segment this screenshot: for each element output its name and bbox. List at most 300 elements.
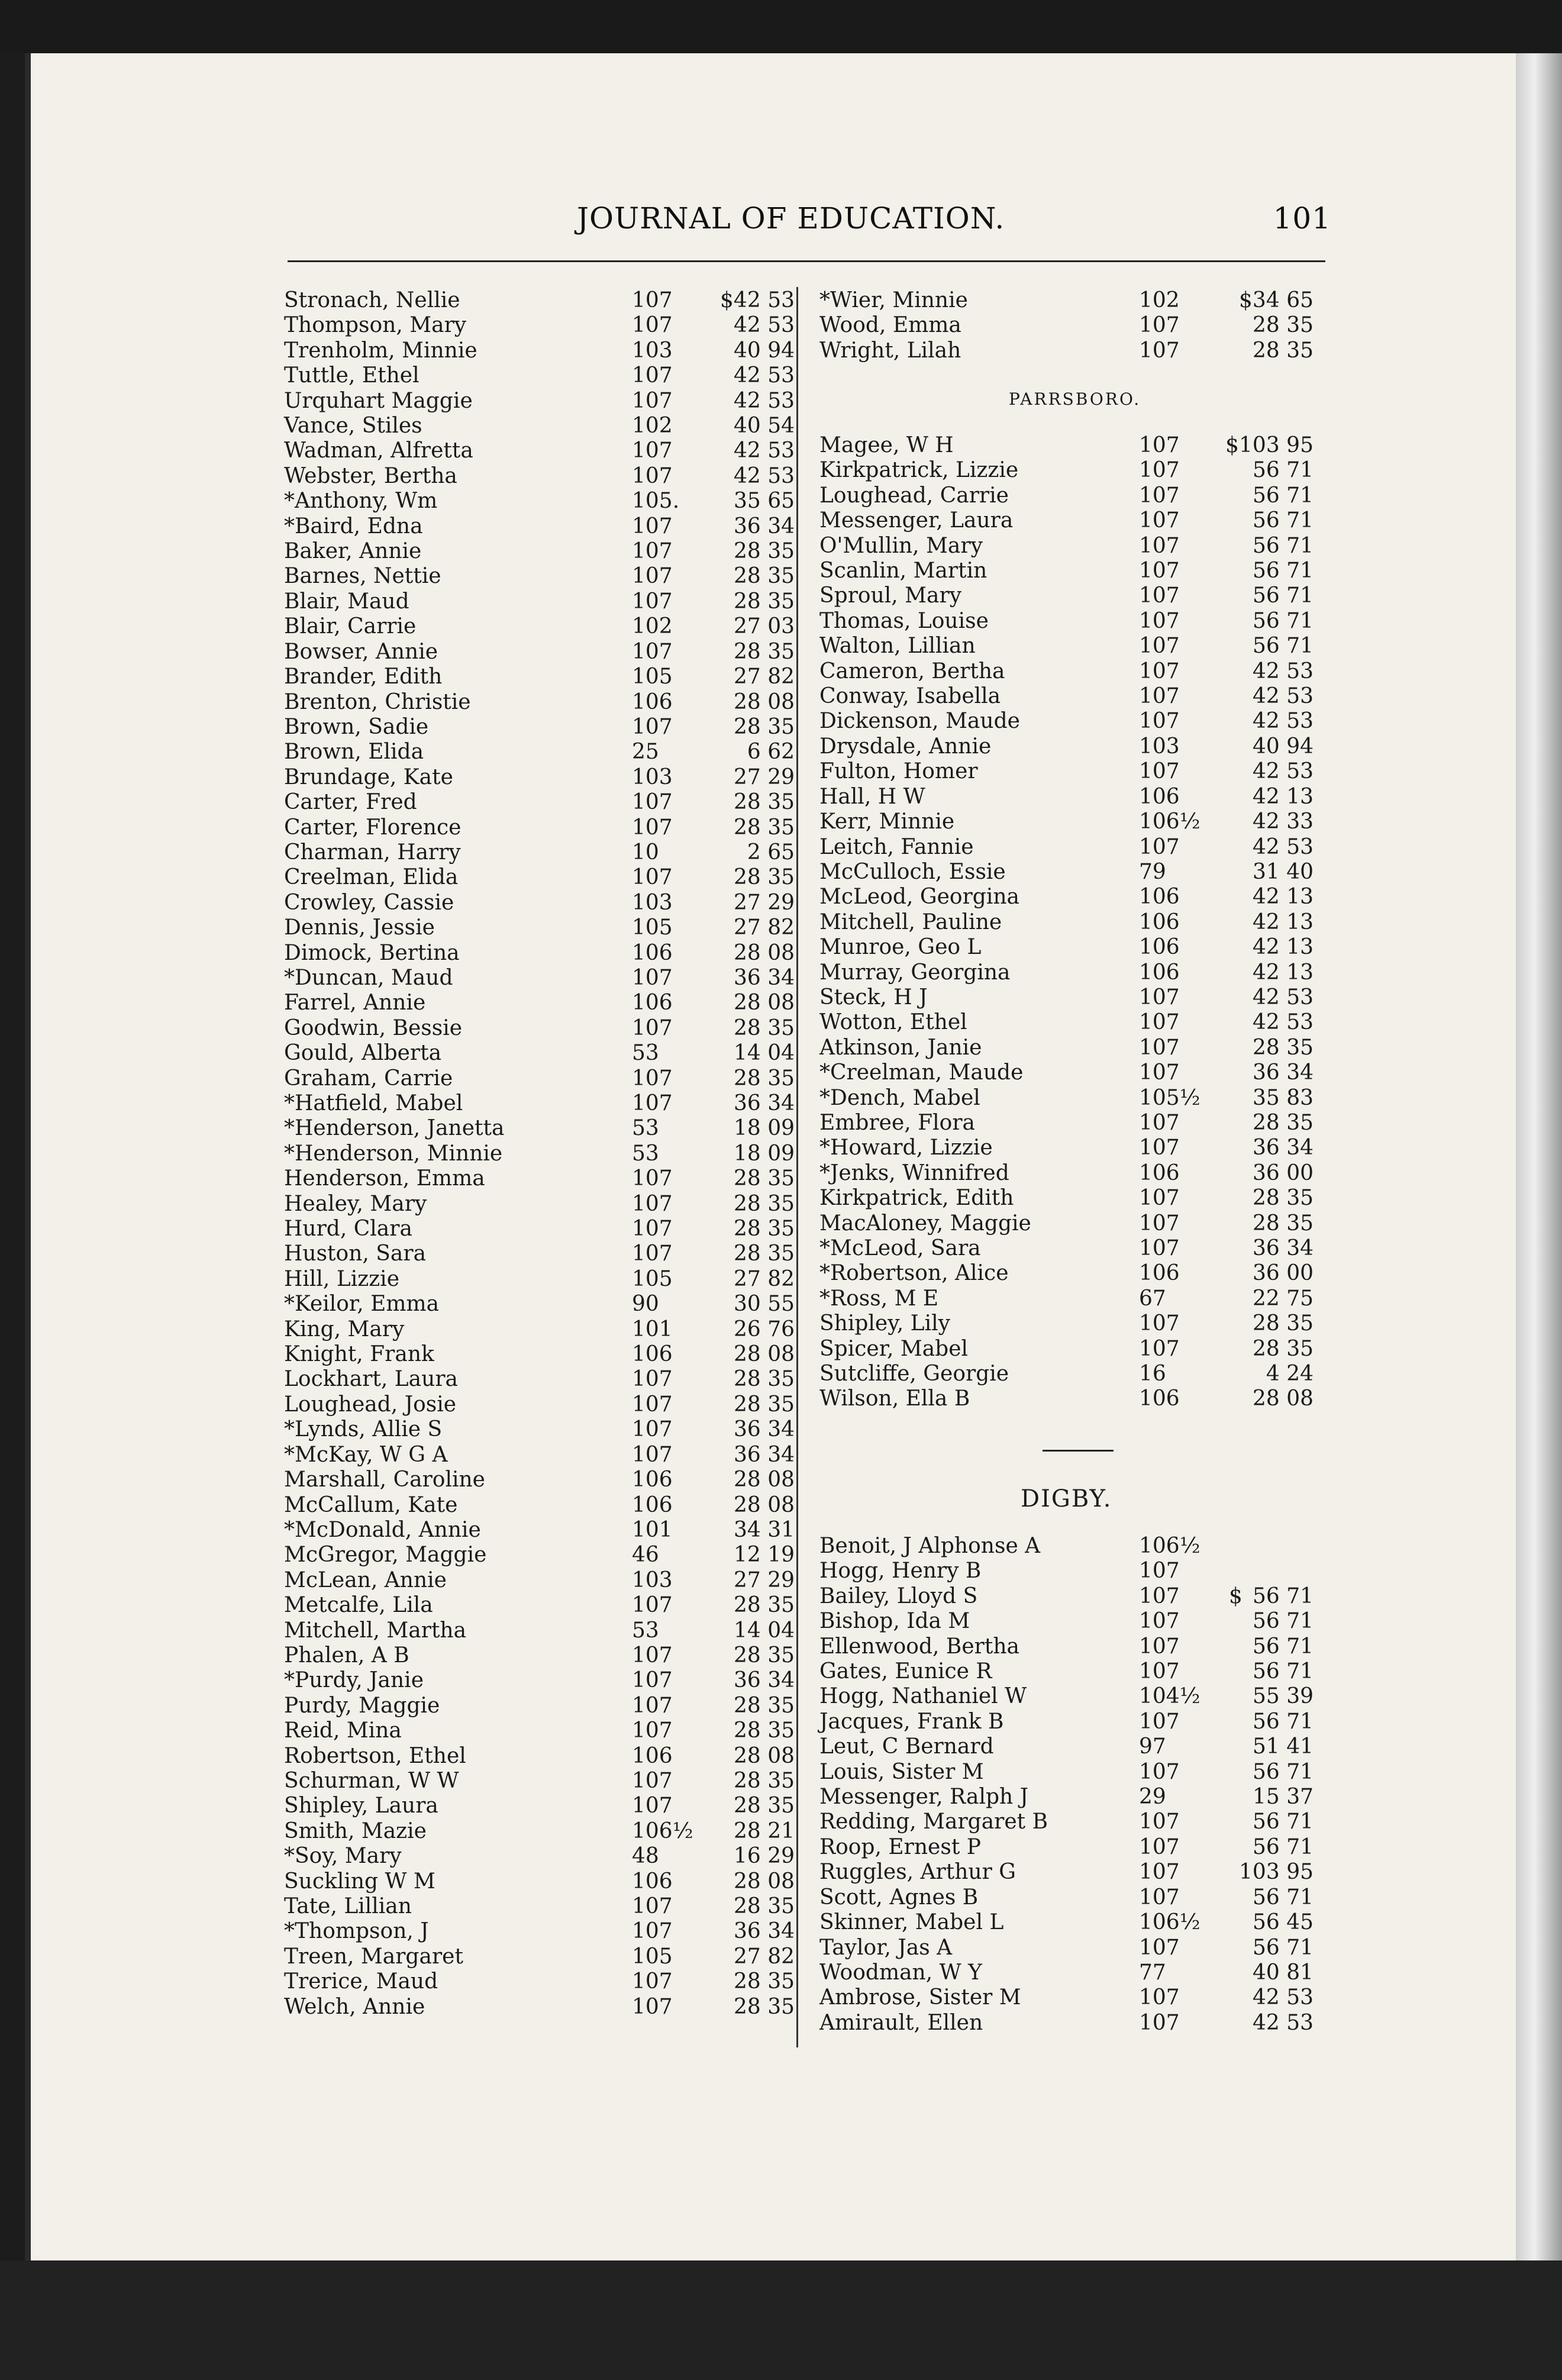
entry-days: 107 bbox=[1139, 1810, 1180, 1834]
entry-amount-cell bbox=[706, 1518, 795, 1543]
table-row bbox=[819, 810, 1314, 834]
right-top-table bbox=[819, 288, 1314, 363]
entry-name: Welch, Annie bbox=[284, 1994, 425, 2019]
entry-name: MacAloney, Maggie bbox=[819, 1211, 1031, 1236]
entry-amount-cell bbox=[706, 1317, 795, 1342]
entry-amount: 28 35 bbox=[733, 1768, 795, 1793]
entry-amount-cell bbox=[706, 690, 795, 715]
entry-name: Wotton, Ethel bbox=[819, 1010, 967, 1035]
entry-amount-cell bbox=[706, 715, 795, 740]
entry-days: 53 bbox=[632, 1618, 659, 1643]
entry-name: Farrel, Annie bbox=[284, 991, 426, 1015]
table-row bbox=[819, 1261, 1314, 1286]
entry-amount: 28 35 bbox=[733, 1593, 795, 1618]
entry-amount: 56 71 bbox=[1252, 1634, 1314, 1659]
entry-amount-cell bbox=[1204, 835, 1314, 860]
table-row bbox=[819, 583, 1314, 608]
entry-amount: 6 62 bbox=[747, 740, 795, 765]
entry-name: *Anthony, Wm bbox=[284, 489, 438, 514]
entry-days: 107 bbox=[1139, 659, 1180, 683]
entry-amount: 27 82 bbox=[733, 1944, 795, 1969]
entry-days: 107 bbox=[1139, 759, 1180, 784]
entry-amount: 28 08 bbox=[733, 940, 795, 965]
entry-amount-cell bbox=[1204, 1659, 1314, 1684]
entry-amount: 56 71 bbox=[1252, 1709, 1314, 1734]
entry-amount-cell bbox=[1204, 1559, 1314, 1584]
entry-name: Huston, Sara bbox=[284, 1241, 427, 1266]
entry-name: Dennis, Jessie bbox=[284, 915, 435, 940]
entry-days: 107 bbox=[632, 539, 673, 564]
digby-table bbox=[819, 1534, 1314, 2036]
entry-amount-cell bbox=[706, 1894, 795, 1919]
table-row bbox=[284, 1995, 795, 2020]
entry-amount: 30 55 bbox=[733, 1292, 795, 1317]
table-row bbox=[284, 288, 795, 313]
entry-days: 103 bbox=[632, 1568, 673, 1592]
entry-amount-cell bbox=[706, 1694, 795, 1718]
entry-name: Gould, Alberta bbox=[284, 1041, 442, 1066]
entry-amount: 56 71 bbox=[1252, 458, 1314, 483]
entry-days: 107 bbox=[1139, 1709, 1180, 1734]
entry-name: Louis, Sister M bbox=[819, 1759, 984, 1784]
entry-days: 106 bbox=[1139, 1386, 1180, 1411]
entry-days: 107 bbox=[632, 1166, 673, 1191]
entry-days: 107 bbox=[1139, 1559, 1180, 1584]
table-row bbox=[819, 1559, 1314, 1584]
entry-days: 106 bbox=[632, 1743, 673, 1768]
entry-amount: 2 65 bbox=[747, 840, 795, 865]
table-row bbox=[284, 1543, 795, 1568]
entry-amount-cell bbox=[706, 614, 795, 639]
entry-days: 101 bbox=[632, 1517, 673, 1542]
table-row bbox=[819, 1286, 1314, 1311]
entry-name: *Ross, M E bbox=[819, 1286, 939, 1311]
entry-amount: 56 71 bbox=[1252, 559, 1314, 583]
entry-amount-cell bbox=[1204, 559, 1314, 583]
entry-name: McCulloch, Essie bbox=[819, 859, 1006, 884]
entry-name: Hill, Lizzie bbox=[284, 1266, 399, 1291]
entry-days: 107 bbox=[632, 514, 673, 538]
entry-amount: 28 35 bbox=[733, 1066, 795, 1091]
entry-name: Brundage, Kate bbox=[284, 765, 453, 789]
entry-days: 107 bbox=[1139, 1186, 1180, 1211]
entry-amount: 42 13 bbox=[1252, 885, 1314, 910]
table-row bbox=[819, 1534, 1314, 1559]
entry-amount: 28 35 bbox=[733, 1217, 795, 1241]
table-row bbox=[819, 1985, 1314, 2010]
entry-amount-cell bbox=[706, 1468, 795, 1492]
entry-days: 101 bbox=[632, 1317, 673, 1341]
entry-days: 107 bbox=[1139, 1136, 1180, 1160]
entry-name: Bishop, Ida M bbox=[819, 1609, 970, 1634]
entry-days: 67 bbox=[1139, 1286, 1166, 1311]
entry-amount-cell bbox=[706, 1643, 795, 1668]
entry-amount-cell bbox=[1204, 684, 1314, 709]
table-row bbox=[819, 508, 1314, 533]
entry-amount: 42 53 bbox=[733, 313, 795, 338]
table-row bbox=[819, 935, 1314, 960]
entry-amount: $42 53 bbox=[720, 288, 795, 312]
entry-name: Baker, Annie bbox=[284, 539, 422, 564]
entry-name: Dickenson, Maude bbox=[819, 709, 1020, 734]
entry-amount-cell bbox=[1204, 985, 1314, 1010]
table-row bbox=[284, 665, 795, 689]
entry-amount: 27 29 bbox=[733, 1568, 795, 1592]
entry-name: Hall, H W bbox=[819, 784, 925, 809]
entry-amount-cell bbox=[706, 915, 795, 940]
entry-name: Healey, Mary bbox=[284, 1191, 427, 1216]
table-row bbox=[819, 910, 1314, 935]
entry-amount-cell bbox=[706, 1267, 795, 1292]
table-row bbox=[819, 1609, 1314, 1634]
table-row bbox=[284, 1694, 795, 1718]
table-row bbox=[284, 539, 795, 564]
entry-amount-cell bbox=[1204, 1684, 1314, 1709]
entry-amount: 42 33 bbox=[1252, 810, 1314, 834]
column-divider bbox=[796, 287, 798, 2047]
entry-amount: 42 53 bbox=[1252, 1010, 1314, 1035]
entry-name: *Wier, Minnie bbox=[819, 288, 968, 312]
entry-name: Purdy, Maggie bbox=[284, 1693, 440, 1718]
entry-amount-cell bbox=[706, 1618, 795, 1643]
entry-amount: 28 35 bbox=[733, 1367, 795, 1392]
entry-amount: 28 35 bbox=[1252, 1110, 1314, 1135]
table-row bbox=[284, 1342, 795, 1367]
entry-days: 107 bbox=[1139, 1584, 1180, 1608]
entry-amount: 56 71 bbox=[1252, 508, 1314, 533]
entry-name: Mitchell, Martha bbox=[284, 1618, 467, 1643]
table-row bbox=[819, 1086, 1314, 1111]
entry-days: 103 bbox=[632, 338, 673, 363]
entry-amount-cell bbox=[1204, 860, 1314, 885]
entry-name: Wilson, Ella B bbox=[819, 1386, 970, 1411]
entry-amount: 27 82 bbox=[733, 915, 795, 940]
entry-amount-cell bbox=[1204, 960, 1314, 985]
entry-amount: 18 09 bbox=[733, 1141, 795, 1166]
entry-amount-cell bbox=[706, 1066, 795, 1091]
entry-amount-cell bbox=[1204, 1760, 1314, 1785]
entry-name: Walton, Lillian bbox=[819, 634, 976, 659]
entry-days: 107 bbox=[1139, 338, 1180, 363]
entry-amount: 56 71 bbox=[1252, 1609, 1314, 1634]
table-row bbox=[284, 891, 795, 915]
entry-amount: 36 34 bbox=[733, 1668, 795, 1693]
entry-amount: $103 95 bbox=[1225, 433, 1314, 457]
entry-days: 53 bbox=[632, 1141, 659, 1166]
entry-name: Reid, Mina bbox=[284, 1718, 402, 1743]
entry-amount: 28 35 bbox=[733, 1241, 795, 1266]
entry-days: 107 bbox=[632, 388, 673, 413]
entry-days: 106 bbox=[1139, 935, 1180, 960]
entry-amount: 42 53 bbox=[733, 463, 795, 488]
entry-name: O'Mullin, Mary bbox=[819, 533, 983, 558]
entry-days: 106½ bbox=[1139, 1910, 1200, 1935]
entry-days: 97 bbox=[1139, 1734, 1166, 1759]
entry-name: Crowley, Cassie bbox=[284, 890, 454, 915]
entry-name: Drysdale, Annie bbox=[819, 734, 992, 759]
entry-amount-cell bbox=[706, 514, 795, 539]
entry-amount: 28 35 bbox=[1252, 338, 1314, 363]
table-row bbox=[819, 1860, 1314, 1885]
entry-amount: 28 35 bbox=[733, 1166, 795, 1191]
entry-name: Messenger, Laura bbox=[819, 508, 1014, 533]
entry-amount-cell bbox=[706, 1241, 795, 1266]
running-header bbox=[577, 201, 1331, 237]
entry-name: Hogg, Henry B bbox=[819, 1559, 982, 1584]
entry-amount: 56 71 bbox=[1252, 1759, 1314, 1784]
entry-amount-cell bbox=[706, 1443, 795, 1468]
table-row bbox=[819, 659, 1314, 684]
entry-name: Gates, Eunice R bbox=[819, 1659, 992, 1684]
table-row bbox=[284, 1041, 795, 1066]
entry-amount: 40 81 bbox=[1252, 1960, 1314, 1985]
entry-name: Suckling W M bbox=[284, 1869, 435, 1894]
entry-amount: 14 04 bbox=[733, 1041, 795, 1066]
entry-amount-cell bbox=[1204, 1186, 1314, 1211]
entry-amount: 28 35 bbox=[733, 589, 795, 614]
table-row bbox=[284, 1141, 795, 1166]
entry-days: 107 bbox=[1139, 1659, 1180, 1684]
table-row bbox=[284, 790, 795, 815]
entry-name: Munroe, Geo L bbox=[819, 935, 982, 960]
table-row bbox=[284, 514, 795, 539]
table-row bbox=[284, 941, 795, 966]
entry-days: 107 bbox=[632, 1593, 673, 1618]
entry-amount: 26 76 bbox=[733, 1317, 795, 1341]
entry-amount-cell bbox=[1204, 534, 1314, 559]
entry-days: 107 bbox=[1139, 1311, 1180, 1336]
entry-amount-cell bbox=[1204, 1885, 1314, 1910]
entry-amount-cell bbox=[706, 539, 795, 564]
entry-name: *Lynds, Allie S bbox=[284, 1417, 443, 1442]
entry-amount-cell bbox=[706, 1493, 795, 1518]
entry-amount-cell bbox=[706, 1944, 795, 1969]
entry-amount: 36 34 bbox=[1252, 1236, 1314, 1260]
entry-name: Trerice, Maud bbox=[284, 1969, 438, 1994]
entry-amount: 36 00 bbox=[1252, 1160, 1314, 1185]
table-row bbox=[819, 483, 1314, 508]
entry-days: 106 bbox=[632, 991, 673, 1015]
entry-amount-cell bbox=[706, 1718, 795, 1743]
entry-amount: 56 71 bbox=[1252, 1584, 1314, 1608]
table-row bbox=[284, 1618, 795, 1643]
entry-amount: 27 03 bbox=[733, 614, 795, 639]
table-row bbox=[819, 433, 1314, 458]
entry-days: 79 bbox=[1139, 859, 1166, 884]
entry-days: 107 bbox=[632, 1442, 673, 1467]
table-row bbox=[284, 389, 795, 414]
entry-days: 107 bbox=[632, 1392, 673, 1417]
entry-amount: 28 35 bbox=[1252, 313, 1314, 338]
entry-name: *Purdy, Janie bbox=[284, 1668, 424, 1693]
entry-days: 106 bbox=[632, 689, 673, 714]
entry-amount-cell bbox=[706, 991, 795, 1015]
entry-amount-cell bbox=[1204, 634, 1314, 659]
entry-days: 77 bbox=[1139, 1960, 1166, 1985]
table-row bbox=[284, 1894, 795, 1919]
table-row bbox=[284, 1593, 795, 1618]
entry-amount-cell bbox=[1204, 1534, 1314, 1559]
entry-amount-cell bbox=[1204, 885, 1314, 910]
entry-amount: 28 35 bbox=[733, 1969, 795, 1994]
entry-amount: 28 35 bbox=[733, 1392, 795, 1417]
entry-name: Henderson, Emma bbox=[284, 1166, 485, 1191]
entry-amount-cell bbox=[1204, 1136, 1314, 1160]
table-row bbox=[284, 338, 795, 363]
entry-days: 107 bbox=[1139, 1935, 1180, 1960]
entry-amount: 16 29 bbox=[733, 1844, 795, 1869]
entry-amount: 28 35 bbox=[733, 1693, 795, 1718]
entry-amount: 36 34 bbox=[733, 1417, 795, 1442]
entry-name: Ruggles, Arthur G bbox=[819, 1860, 1016, 1885]
entry-amount-cell bbox=[1204, 1609, 1314, 1634]
entry-amount-cell bbox=[1204, 1860, 1314, 1885]
entry-name: *McDonald, Annie bbox=[284, 1517, 481, 1542]
entry-name: *Robertson, Alice bbox=[819, 1261, 1009, 1286]
table-row bbox=[819, 1236, 1314, 1261]
entry-amount: 56 71 bbox=[1252, 1659, 1314, 1684]
entry-days: 105. bbox=[632, 489, 680, 514]
entry-amount-cell bbox=[1204, 1810, 1314, 1834]
entry-amount-cell bbox=[1204, 313, 1314, 338]
entry-amount: 40 54 bbox=[733, 414, 795, 438]
entry-days: 107 bbox=[1139, 834, 1180, 859]
entry-amount-cell bbox=[706, 1417, 795, 1442]
entry-amount-cell bbox=[1204, 1960, 1314, 1985]
entry-amount-cell bbox=[1204, 810, 1314, 834]
entry-days: 53 bbox=[632, 1116, 659, 1141]
entry-amount: 56 71 bbox=[1252, 533, 1314, 558]
entry-days: 107 bbox=[632, 438, 673, 463]
entry-name: Taylor, Jas A bbox=[819, 1935, 953, 1960]
entry-amount: 36 34 bbox=[733, 1919, 795, 1944]
entry-name: *Creelman, Maude bbox=[819, 1060, 1024, 1085]
entry-days: 107 bbox=[1139, 1885, 1180, 1910]
table-row bbox=[284, 1468, 795, 1492]
entry-amount: 42 53 bbox=[1252, 759, 1314, 784]
table-row bbox=[819, 1810, 1314, 1834]
entry-amount-cell bbox=[1204, 1785, 1314, 1810]
entry-days: 107 bbox=[1139, 433, 1180, 457]
entry-amount-cell bbox=[1204, 935, 1314, 960]
entry-days: 107 bbox=[632, 865, 673, 890]
table-row bbox=[819, 458, 1314, 483]
table-row bbox=[284, 1869, 795, 1894]
entry-name: Hurd, Clara bbox=[284, 1217, 412, 1241]
entry-amount: 28 08 bbox=[733, 689, 795, 714]
entry-name: Goodwin, Bessie bbox=[284, 1015, 463, 1040]
entry-days: 16 bbox=[1139, 1362, 1166, 1386]
entry-days: 107 bbox=[1139, 1110, 1180, 1135]
entry-amount-cell bbox=[706, 941, 795, 966]
entry-days: 107 bbox=[632, 564, 673, 589]
entry-amount: 22 75 bbox=[1252, 1286, 1314, 1311]
entry-days: 107 bbox=[632, 1994, 673, 2019]
entry-amount: 28 08 bbox=[733, 1743, 795, 1768]
entry-name: Marshall, Caroline bbox=[284, 1468, 485, 1492]
entry-days: 107 bbox=[632, 463, 673, 488]
entry-name: *Baird, Edna bbox=[284, 514, 423, 538]
entry-amount: 28 35 bbox=[1252, 1035, 1314, 1060]
entry-days: 107 bbox=[632, 589, 673, 614]
entry-name: Trenholm, Minnie bbox=[284, 338, 477, 363]
entry-days: 10 bbox=[632, 840, 659, 865]
entry-amount: 42 53 bbox=[1252, 834, 1314, 859]
entry-name: Atkinson, Janie bbox=[819, 1035, 982, 1060]
table-row bbox=[284, 589, 795, 614]
entry-days: 107 bbox=[632, 313, 673, 338]
entry-amount: 42 13 bbox=[1252, 960, 1314, 985]
table-row bbox=[819, 1584, 1314, 1609]
entry-amount: 28 35 bbox=[733, 865, 795, 890]
table-row bbox=[284, 414, 795, 438]
entry-days: 107 bbox=[1139, 458, 1180, 483]
entry-amount-cell bbox=[706, 1091, 795, 1116]
entry-amount-cell bbox=[1204, 1584, 1314, 1609]
entry-name: Tate, Lillian bbox=[284, 1894, 412, 1918]
entry-days: 107 bbox=[1139, 2010, 1180, 2035]
left-column-table bbox=[284, 288, 795, 2020]
entry-amount-cell bbox=[706, 1166, 795, 1191]
entry-days: 107 bbox=[1139, 1860, 1180, 1885]
table-row bbox=[284, 464, 795, 489]
entry-days: 107 bbox=[1139, 608, 1180, 633]
table-row bbox=[819, 1111, 1314, 1136]
table-row bbox=[284, 1944, 795, 1969]
entry-amount-cell bbox=[706, 1568, 795, 1593]
entry-amount: 56 71 bbox=[1252, 1810, 1314, 1834]
table-row bbox=[819, 1734, 1314, 1759]
entry-name: Blair, Carrie bbox=[284, 614, 417, 639]
entry-days: 106 bbox=[632, 1869, 673, 1894]
table-row bbox=[819, 860, 1314, 885]
entry-amount: 36 34 bbox=[733, 514, 795, 538]
digby-heading: DIGBY. bbox=[1021, 1485, 1112, 1513]
table-row bbox=[819, 1760, 1314, 1785]
entry-name: Brenton, Christie bbox=[284, 689, 471, 714]
entry-amount: 28 08 bbox=[733, 1869, 795, 1894]
entry-amount-cell bbox=[1204, 1311, 1314, 1336]
entry-amount: 27 29 bbox=[733, 890, 795, 915]
entry-days: 107 bbox=[632, 1693, 673, 1718]
entry-days: 105 bbox=[632, 915, 673, 940]
table-row bbox=[819, 1311, 1314, 1336]
table-row bbox=[819, 338, 1314, 363]
entry-amount-cell bbox=[1204, 1337, 1314, 1362]
entry-amount: 4 24 bbox=[1266, 1362, 1314, 1386]
entry-name: Spicer, Mabel bbox=[819, 1336, 969, 1361]
entry-name: *McKay, W G A bbox=[284, 1442, 448, 1467]
table-row bbox=[284, 865, 795, 890]
entry-days: 107 bbox=[1139, 483, 1180, 508]
entry-amount-cell bbox=[706, 1217, 795, 1241]
entry-amount-cell bbox=[706, 1995, 795, 2020]
entry-amount-cell bbox=[1204, 1036, 1314, 1060]
entry-amount: 28 35 bbox=[733, 1015, 795, 1040]
entry-days: 106 bbox=[1139, 1261, 1180, 1286]
entry-amount: 28 35 bbox=[733, 1718, 795, 1743]
table-row bbox=[819, 609, 1314, 634]
table-row bbox=[284, 1518, 795, 1543]
entry-amount: 42 53 bbox=[1252, 684, 1314, 709]
entry-name: Carter, Fred bbox=[284, 790, 417, 815]
entry-name: Shipley, Lily bbox=[819, 1311, 950, 1336]
entry-amount-cell bbox=[706, 740, 795, 765]
entry-name: Tuttle, Ethel bbox=[284, 363, 419, 388]
table-row bbox=[284, 815, 795, 840]
entry-amount-cell bbox=[706, 1744, 795, 1769]
entry-amount-cell bbox=[1204, 1086, 1314, 1111]
